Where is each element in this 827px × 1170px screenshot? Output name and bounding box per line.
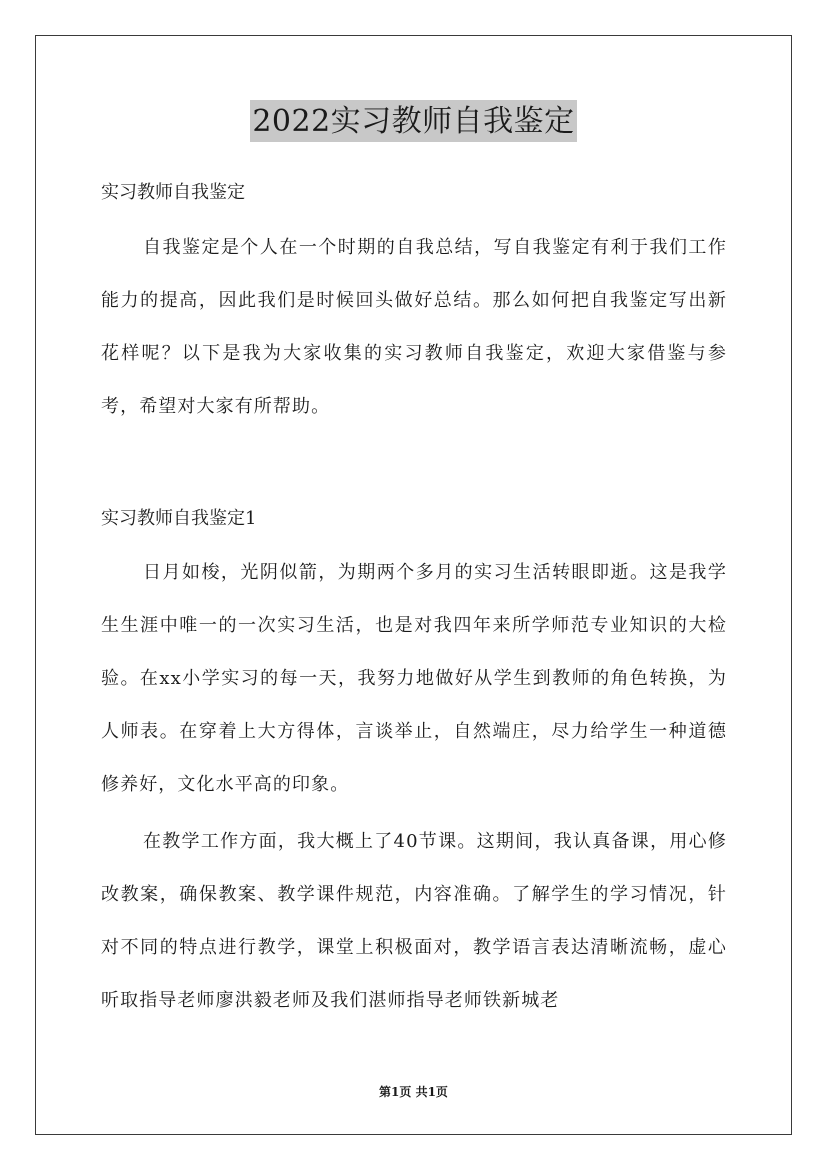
body-paragraph-1: 日月如梭，光阴似箭，为期两个多月的实习生活转眼即逝。这是我学生生涯中唯一的一次实习生活，也是对我四年来所学师范专业知识的大检验。在xx小学实习的每一天，我努力地做好从学生到教师的角色转换，为人师表。在穿着上大方得体，言谈举止，自然端庄，尽力给学生一种道德修养好，文化水平高的印象。 <box>101 562 727 795</box>
document-title <box>0 100 827 142</box>
page-footer: 第1页 共1页 <box>379 1085 448 1099</box>
document-title-text: 2022实习教师自我鉴定 <box>250 100 576 142</box>
section-heading-1: 实习教师自我鉴定1 <box>101 508 257 529</box>
intro-paragraph: 自我鉴定是个人在一个时期的自我总结，写自我鉴定有利于我们工作能力的提高，因此我们是时候回头做好总结。那么如何把自我鉴定写出新花样呢？以下是我为大家收集的实习教师自我鉴定，欢迎大家借鉴与参考，希望对大家有所帮助。 <box>101 237 727 417</box>
section-heading: 实习教师自我鉴定 <box>101 182 245 203</box>
body-paragraph-2: 在教学工作方面，我大概上了40节课。这期间，我认真备课，用心修改教案，确保教案、教学课件规范，内容准确。了解学生的学习情况，针对不同的特点进行教学，课堂上积极面对，教学语言表达清晰流畅，虚心听取指导老师廖洪毅老师及我们湛师指导老师铁新城老 <box>101 831 727 1011</box>
